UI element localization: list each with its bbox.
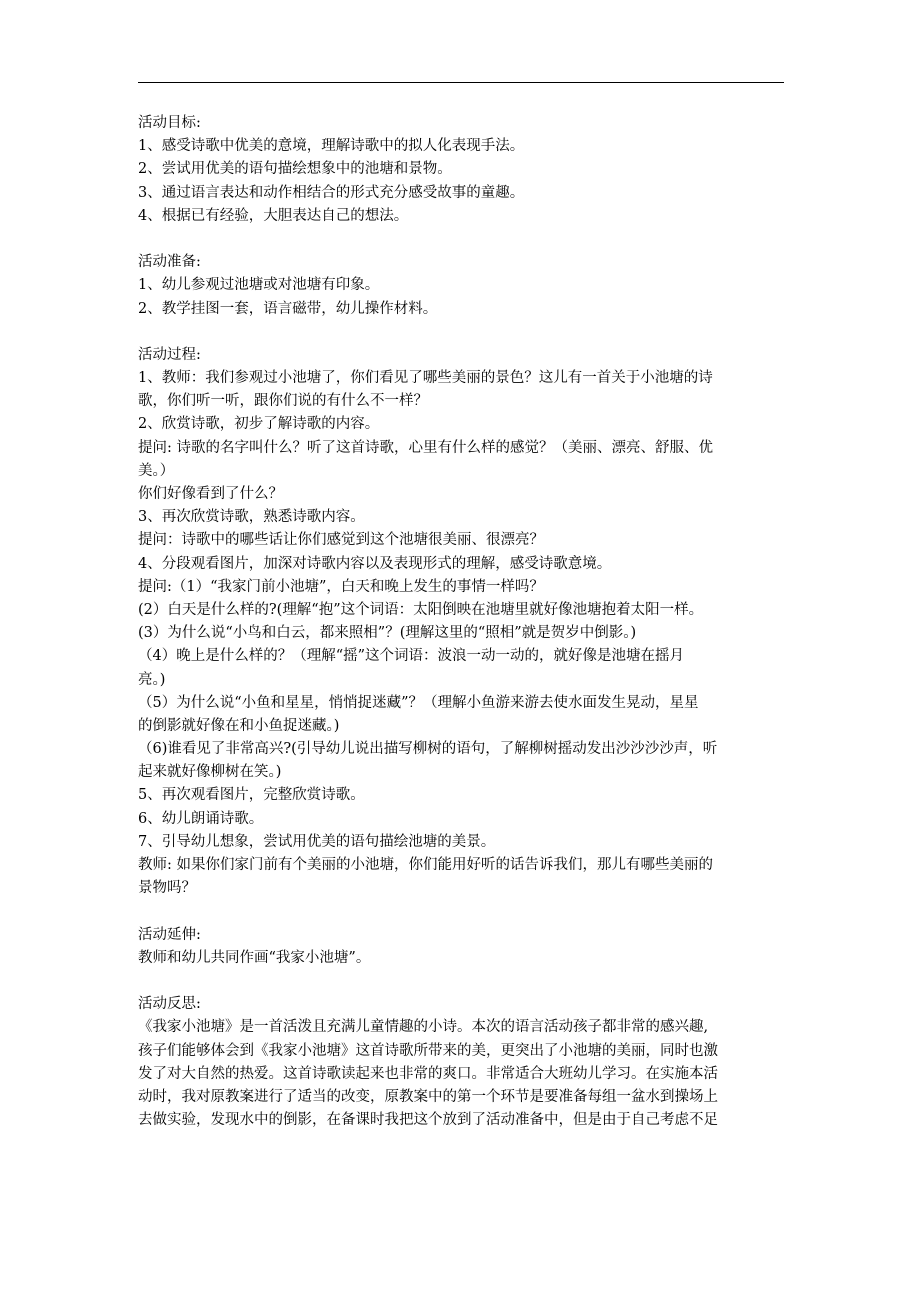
section bbox=[138, 993, 788, 1132]
text-line: 4、根据已有经验，大胆表达自己的想法。 bbox=[138, 207, 409, 224]
text-line: 发了对大自然的热爱。这首诗歌读起来也非常的爽口。非常适合大班幼儿学习。在实施本活 bbox=[138, 1065, 718, 1082]
text-line: （6)谁看见了非常高兴?(引导幼儿说出描写柳树的语句，了解柳树摇动发出沙沙沙沙声，听 bbox=[138, 741, 718, 758]
section-heading: 活动延伸: bbox=[138, 926, 201, 943]
text-line: 亮。) bbox=[138, 671, 166, 688]
section-spacer bbox=[138, 970, 788, 993]
text-line: 2、教学挂图一套，语言磁带，幼儿操作材料。 bbox=[138, 300, 438, 317]
text-line: 2、欣赏诗歌，初步了解诗歌的内容。 bbox=[138, 416, 380, 433]
section-heading: 活动反思: bbox=[138, 996, 201, 1013]
section-heading: 活动目标: bbox=[138, 115, 201, 131]
text-line: (2）白天是什么样的?(理解“抱”这个词语：太阳倒映在池塘里就好像池塘抱着太阳一样。 bbox=[138, 601, 704, 618]
text-line: 的倒影就好像在和小鱼捉迷藏。) bbox=[138, 717, 340, 734]
section bbox=[138, 112, 788, 228]
section-heading: 活动准备: bbox=[138, 254, 201, 271]
text-line: 3、再次欣赏诗歌，熟悉诗歌内容。 bbox=[138, 509, 365, 526]
text-line: 4、分段观看图片，加深对诗歌内容以及表现形式的理解，感受诗歌意境。 bbox=[138, 555, 612, 572]
text-line: 你们好像看到了什么？ bbox=[138, 486, 283, 502]
document-body bbox=[138, 112, 788, 1132]
text-line: 动时，我对原教案进行了适当的改变，原教案中的第一个环节是要准备每组一盆水到操场上 bbox=[138, 1088, 718, 1105]
text-line: 6、幼儿朗诵诗歌。 bbox=[138, 810, 264, 827]
text-line: 3、通过语言表达和动作相结合的形式充分感受故事的童趣。 bbox=[138, 184, 525, 201]
section bbox=[138, 251, 788, 321]
text-line: 去做实验，发现水中的倒影，在备课时我把这个放到了活动准备中，但是由于自己考虑不足 bbox=[138, 1112, 718, 1129]
section-spacer bbox=[138, 321, 788, 344]
text-line: 起来就好像柳树在笑。) bbox=[138, 764, 282, 781]
text-line: 孩子们能够体会到《我家小池塘》这首诗歌所带来的美，更突出了小池塘的美丽，同时也激 bbox=[138, 1042, 718, 1059]
text-line: （5）为什么说“小鱼和星星，悄悄捉迷藏”？（理解小鱼游来游去使水面发生晃动，星星 bbox=[138, 694, 699, 711]
text-line: 教师: 如果你们家门前有个美丽的小池塘，你们能用好听的话告诉我们，那儿有哪些美丽的 bbox=[138, 857, 713, 873]
section-heading: 活动过程: bbox=[138, 346, 201, 363]
section bbox=[138, 924, 788, 970]
text-line: 1、幼儿参观过池塘或对池塘有印象。 bbox=[138, 277, 380, 294]
section-spacer bbox=[138, 900, 788, 923]
section bbox=[138, 344, 788, 901]
text-line: 美。） bbox=[138, 462, 175, 479]
text-line: 1、教师：我们参观过小池塘了，你们看见了哪些美丽的景色？这儿有一首关于小池塘的诗 bbox=[138, 370, 713, 387]
text-line: 景物吗？ bbox=[138, 880, 196, 897]
text-line: （4）晚上是什么样的？（理解“摇”这个词语：波浪一动一动的，就好像是池塘在摇月 bbox=[138, 648, 685, 665]
text-line: 1、感受诗歌中优美的意境，理解诗歌中的拟人化表现手法。 bbox=[138, 138, 525, 155]
text-line: 《我家小池塘》是一首活泼且充满儿童情趣的小诗。本次的语言活动孩子都非常的感兴趣, bbox=[138, 1019, 709, 1036]
header-rule bbox=[138, 82, 784, 83]
text-line: 2、尝试用优美的语句描绘想象中的池塘和景物。 bbox=[138, 161, 452, 178]
section-spacer bbox=[138, 228, 788, 251]
text-line: 提问:（1）“我家门前小池塘”，白天和晚上发生的事情一样吗？ bbox=[138, 578, 544, 595]
text-line: 5、再次观看图片，完整欣赏诗歌。 bbox=[138, 787, 365, 804]
text-line: 提问：诗歌中的哪些话让你们感觉到这个池塘很美丽、很漂亮？ bbox=[138, 532, 544, 549]
text-line: 歌，你们听一听，跟你们说的有什么不一样？ bbox=[138, 393, 428, 410]
text-line: (3）为什么说“小鸟和白云，都来照相”？(理解这里的“照相”就是贺岁中倒影。) bbox=[138, 625, 637, 642]
text-line: 7、引导幼儿想象，尝试用优美的语句描绘池塘的美景。 bbox=[138, 833, 496, 850]
text-line: 教师和幼儿共同作画“我家小池塘”。 bbox=[138, 949, 371, 966]
text-line: 提问: 诗歌的名字叫什么？听了这首诗歌，心里有什么样的感觉？（美丽、漂亮、舒服、优 bbox=[138, 439, 713, 456]
